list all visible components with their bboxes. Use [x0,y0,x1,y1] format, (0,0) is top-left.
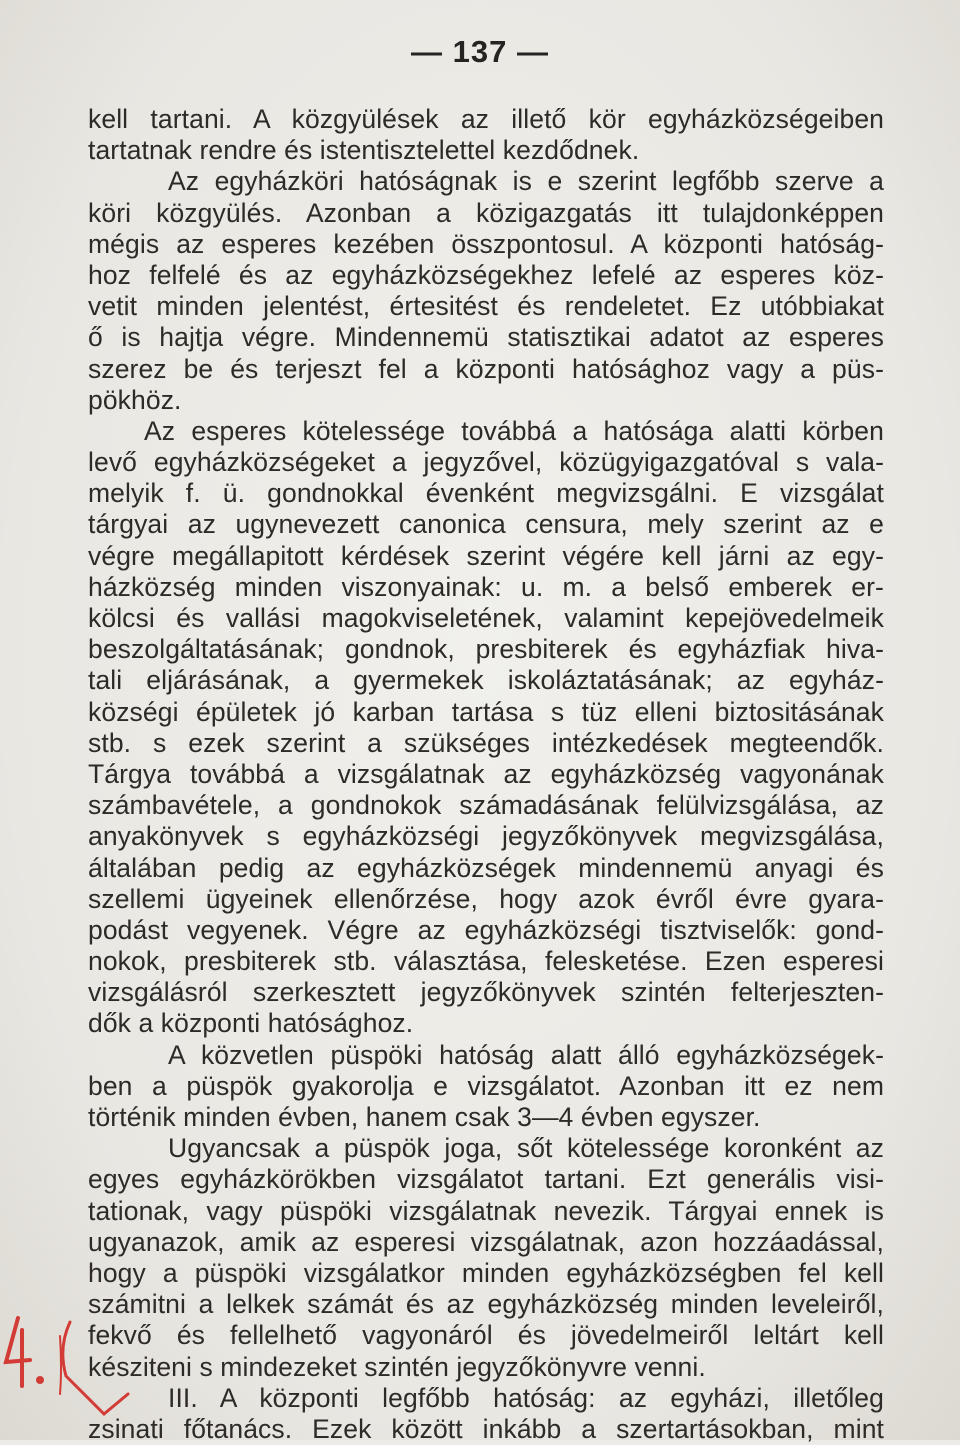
text-line: mégis az esperes kezében összpontosul. A központi hatóság- [88,228,884,259]
handwritten-margin-mark [0,1290,200,1440]
text-line: fekvő és fellelhető vagyonáról és jövedelmeiről leltárt kell [88,1320,884,1351]
text-line: Ugyancsak a püspök joga, sőt kötelessége koronként az [168,1133,884,1164]
text-line: kell tartani. A közgyülések az illető kör egyházközségeiben [88,104,884,134]
text-line: vizsgálásról szerkesztett jegyzőkönyvek szintén felterjeszten- [88,977,884,1008]
text-line: késziteni s mindezeket szintén jegyzőkönyvre venni. [88,1351,706,1382]
text-line: általában pedig az egyházközségek mindennemü anyagi és [88,852,884,883]
text-line: beszolgáltatásának; gondnok, presbiterek és egyházfiak hiva- [88,634,884,665]
text-line: nokok, presbiterek stb. választása, felesketése. Ezen esperesi [88,946,884,977]
text-line: Az egyházköri hatóságnak is e szerint legfőbb szerve a [168,166,884,197]
text-line: melyik f. ü. gondnokkal évenként megvizsgálni. E vizsgálat [88,478,884,509]
text-line: tartatnak rendre és istentisztelettel kezdődnek. [88,135,640,166]
text-line: házközség minden viszonyainak: u. m. a belső emberek er- [88,571,884,602]
text-line: hoz felfelé és az egyházközségekhez lefelé az esperes köz- [88,259,884,290]
text-line: végre megállapitott kérdések szerint végére kell járni az egy- [88,540,884,571]
text-line: kölcsi és vallási magokviseletének, valamint kepejövedelmeik [88,603,884,633]
text-line: egyes egyházkörökben vizsgálatot tartani. Ezt generális visi- [88,1164,884,1195]
text-line: pökhöz. [88,384,182,415]
text-line: A közvetlen püspöki hatóság alatt álló egyházközségek- [168,1039,884,1070]
text-line: Az esperes kötelessége továbbá a hatósága alatti körben [144,415,884,446]
text-line: számitni a lelkek számát és az egyházközség minden leveleiről, [88,1289,884,1320]
text-line: zsinati főtanács. Ezek között inkább a szertartásokban, mint [88,1413,884,1444]
text-line: tali eljárásának, a gyermekek iskoláztatásának; az egyház- [88,665,884,696]
text-line: III. A központi legfőbb hatóság: az egyházi, illetőleg [168,1382,884,1413]
text-line: podást vegyenek. Végre az egyházközségi tisztviselők: gond- [88,914,884,945]
text-line: ben a püspök gyakorolja e vizsgálatot. Azonban itt ez nem [88,1070,884,1101]
text-line: dők a központi hatósághoz. [88,1008,414,1039]
text-line: ő is hajtja végre. Mindennemü statisztikai adatot az esperes [88,322,884,353]
text-line: szellemi ügyeinek ellenőrzése, hogy azok évről évre gyara- [88,883,884,914]
text-line: Tárgya továbbá a vizsgálatnak az egyházközség vagyonának [88,758,884,789]
text-line: ugyanazok, amik az esperesi vizsgálatnak, azon hozzáadással, [88,1226,884,1257]
handwritten-bracket-stroke [63,1322,128,1414]
text-line: anyakönyvek s egyházközségi jegyzőkönyvek megvizsgálása, [88,821,884,852]
page-number: — 137 — [411,34,549,69]
text-line: tationak, vagy püspöki vizsgálatnak nevezik. Tárgyai ennek is [88,1195,884,1226]
text-line: köri közgyülés. Azonban a közigazgatás itt tulajdonképpen [88,197,884,228]
text-line: községi épületek jó karban tartása s tüz elleni biztositásának [88,696,884,727]
text-line: vetit minden jelentést, értesitést és rendeletet. Ez utóbbiakat [88,291,884,322]
text-line: hogy a püspöki vizsgálatkor minden egyházközségben fel kell [88,1257,884,1288]
text-line: szerez be és terjeszt fel a központi hatósághoz vagy a püs- [88,353,884,384]
text-line: levő egyházközségeket a jegyzővel, közügyigazgatóval s vala- [88,447,884,478]
handwritten-line-stroke [60,1336,61,1394]
body-text [88,104,884,1445]
handwritten-four-stroke [6,1318,30,1386]
text-line: számbavétele, a gondnokok számadásának felülvizsgálása, az [88,790,884,821]
text-line: stb. s ezek szerint a szükséges intézkedések megteendők. [88,727,884,758]
text-line: történik minden évben, hanem csak 3—4 évben egyszer. [88,1102,761,1132]
text-line: tárgyai az ugynevezett canonica censura, mely szerint az e [88,509,884,540]
handwritten-dot [36,1376,44,1384]
